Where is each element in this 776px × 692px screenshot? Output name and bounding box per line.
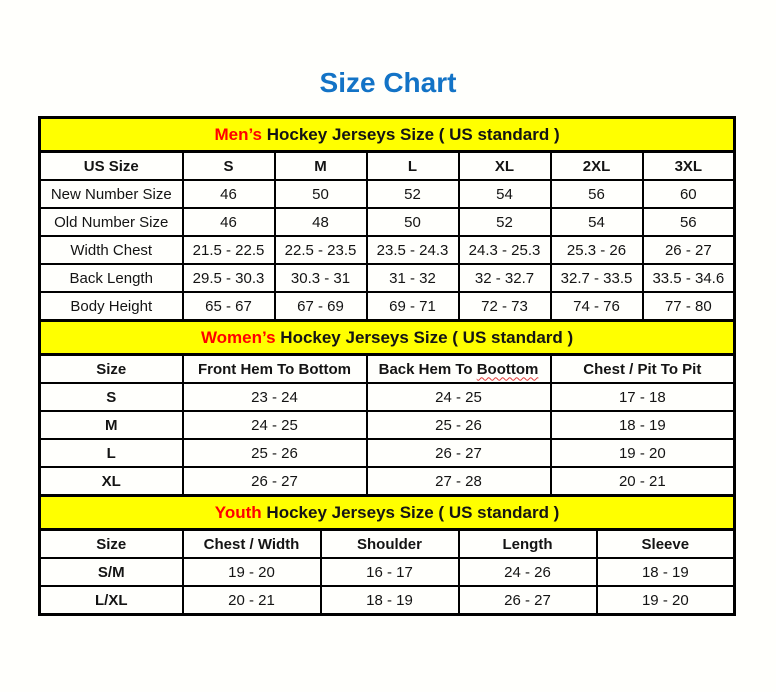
value-cell: 19 - 20 (551, 439, 735, 467)
value-cell: 33.5 - 34.6 (643, 264, 735, 292)
mens-row-back-length (40, 264, 735, 292)
row-label: L (40, 439, 183, 467)
value-cell: 54 (459, 180, 551, 208)
row-label: L/XL (40, 586, 183, 615)
value-cell: 32 - 32.7 (459, 264, 551, 292)
mens-row-new-number-size (40, 180, 735, 208)
mens-banner-title (40, 118, 735, 152)
value-cell: 54 (551, 208, 643, 236)
value-cell: 23.5 - 24.3 (367, 236, 459, 264)
value-cell: 21.5 - 22.5 (183, 236, 275, 264)
value-cell: 26 - 27 (643, 236, 735, 264)
value-cell: 69 - 71 (367, 292, 459, 321)
mens-col-header-s: S (183, 152, 275, 181)
row-label: S (40, 383, 183, 411)
value-cell: 23 - 24 (183, 383, 367, 411)
value-cell: 77 - 80 (643, 292, 735, 321)
mens-col-header-us-size: US Size (40, 152, 183, 181)
value-cell: 60 (643, 180, 735, 208)
value-cell: 74 - 76 (551, 292, 643, 321)
youth-header-row (40, 530, 735, 559)
mens-banner-highlight: Men’s (214, 124, 263, 144)
value-cell: 46 (183, 180, 275, 208)
mens-row-width-chest (40, 236, 735, 264)
value-cell: 72 - 73 (459, 292, 551, 321)
womens-section-banner (40, 321, 735, 355)
mens-col-header-l: L (367, 152, 459, 181)
value-cell: 52 (367, 180, 459, 208)
youth-col-header-length: Length (459, 530, 597, 559)
youth-col-header-size: Size (40, 530, 183, 559)
value-cell: 19 - 20 (597, 586, 735, 615)
womens-col-header-back-hem (367, 355, 551, 384)
mens-section-banner (40, 118, 735, 152)
womens-row-xl (40, 467, 735, 496)
value-cell: 50 (367, 208, 459, 236)
row-label: Back Length (40, 264, 183, 292)
value-cell: 19 - 20 (183, 558, 321, 586)
value-cell: 27 - 28 (367, 467, 551, 496)
youth-col-header-chest-width: Chest / Width (183, 530, 321, 559)
row-label: New Number Size (40, 180, 183, 208)
youth-banner-title (40, 496, 735, 530)
value-cell: 18 - 19 (597, 558, 735, 586)
value-cell: 56 (551, 180, 643, 208)
youth-col-header-shoulder: Shoulder (321, 530, 459, 559)
value-cell: 67 - 69 (275, 292, 367, 321)
value-cell: 25.3 - 26 (551, 236, 643, 264)
womens-col-header-front-hem: Front Hem To Bottom (183, 355, 367, 384)
youth-row-sm (40, 558, 735, 586)
value-cell: 22.5 - 23.5 (275, 236, 367, 264)
value-cell: 18 - 19 (551, 411, 735, 439)
mens-header-row (40, 152, 735, 181)
value-cell: 24 - 25 (367, 383, 551, 411)
page-title: Size Chart (319, 67, 457, 98)
value-cell: 52 (459, 208, 551, 236)
value-cell: 18 - 19 (321, 586, 459, 615)
row-label: M (40, 411, 183, 439)
womens-header-row (40, 355, 735, 384)
youth-col-header-sleeve: Sleeve (597, 530, 735, 559)
value-cell: 31 - 32 (367, 264, 459, 292)
youth-banner-rest: Hockey Jerseys Size ( US standard ) (261, 502, 560, 522)
value-cell: 48 (275, 208, 367, 236)
value-cell: 46 (183, 208, 275, 236)
value-cell: 25 - 26 (367, 411, 551, 439)
value-cell: 56 (643, 208, 735, 236)
value-cell: 32.7 - 33.5 (551, 264, 643, 292)
womens-banner-title (40, 321, 735, 355)
row-label: XL (40, 467, 183, 496)
row-label: Width Chest (40, 236, 183, 264)
mens-banner-rest: Hockey Jerseys Size ( US standard ) (262, 124, 560, 144)
value-cell: 24 - 26 (459, 558, 597, 586)
row-label: Old Number Size (40, 208, 183, 236)
value-cell: 24.3 - 25.3 (459, 236, 551, 264)
youth-row-lxl (40, 586, 735, 615)
mens-col-header-2xl: 2XL (551, 152, 643, 181)
womens-col-header-chest: Chest / Pit To Pit (551, 355, 735, 384)
value-cell: 26 - 27 (459, 586, 597, 615)
womens-row-m (40, 411, 735, 439)
womens-col-header-size: Size (40, 355, 183, 384)
womens-banner-highlight: Women’s (200, 327, 276, 347)
value-cell: 25 - 26 (183, 439, 367, 467)
row-label: Body Height (40, 292, 183, 321)
mens-row-body-height (40, 292, 735, 321)
back-hem-prefix: Back Hem To (378, 360, 477, 378)
mens-col-header-3xl: 3XL (643, 152, 735, 181)
value-cell: 26 - 27 (367, 439, 551, 467)
value-cell: 20 - 21 (551, 467, 735, 496)
youth-section-banner (40, 496, 735, 530)
value-cell: 16 - 17 (321, 558, 459, 586)
mens-col-header-m: M (275, 152, 367, 181)
value-cell: 30.3 - 31 (275, 264, 367, 292)
value-cell: 17 - 18 (551, 383, 735, 411)
size-chart-table (38, 116, 736, 616)
value-cell: 26 - 27 (183, 467, 367, 496)
value-cell: 65 - 67 (183, 292, 275, 321)
value-cell: 24 - 25 (183, 411, 367, 439)
youth-banner-highlight: Youth (214, 502, 262, 522)
value-cell: 29.5 - 30.3 (183, 264, 275, 292)
womens-row-l (40, 439, 735, 467)
womens-banner-rest: Hockey Jerseys Size ( US standard ) (275, 327, 574, 347)
mens-row-old-number-size (40, 208, 735, 236)
womens-row-s (40, 383, 735, 411)
misspelled-word: Boottom (476, 360, 539, 378)
mens-col-header-xl: XL (459, 152, 551, 181)
value-cell: 50 (275, 180, 367, 208)
value-cell: 20 - 21 (183, 586, 321, 615)
row-label: S/M (40, 558, 183, 586)
